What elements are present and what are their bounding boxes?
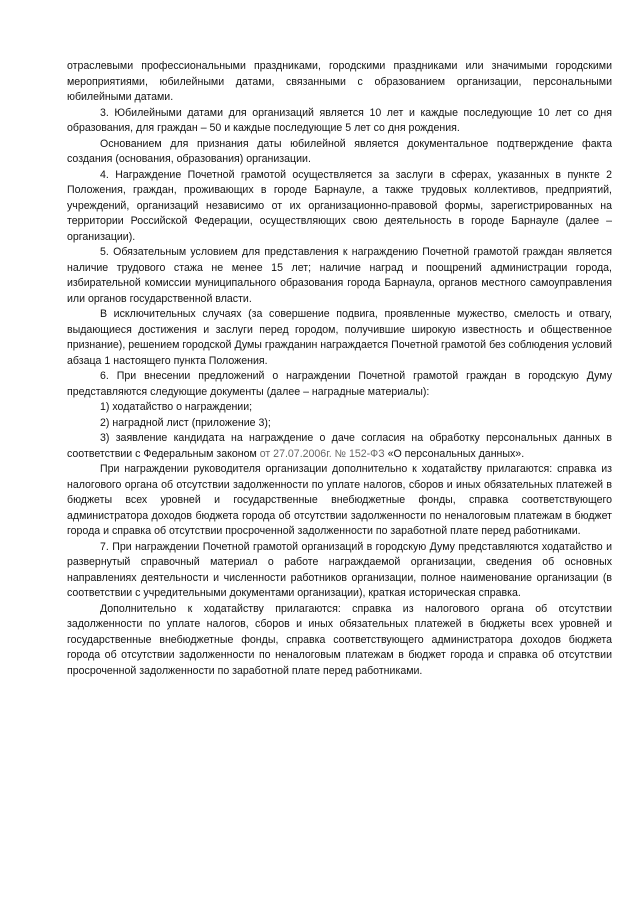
paragraph-anniversary-basis: Основанием для признания даты юбилейной является документальное подтверждение факта создания (основания, образования) организации. bbox=[67, 137, 612, 165]
paragraph-exceptional-cases: В исключительных случаях (за совершение подвига, проявленные мужество, смелость и отвагу, выдающиеся достижения и заслуги перед городом, получившие широкую известность и общественное признание), решением городской Думы гражданин награждается Почетной грамотой без соблюдения условий абзаца 1 настоящего пункта Положения. bbox=[67, 308, 612, 367]
list-item-2-award-sheet: 2) наградной лист (приложение 3); bbox=[100, 416, 271, 429]
paragraph-3-anniversary-dates: 3. Юбилейными датами для организаций является 10 лет и каждые последующие 10 лет со дня образования, для граждан – 50 и каждые последующие 5 лет со дня рождения. bbox=[67, 106, 612, 134]
paragraph-additional-attachments: Дополнительно к ходатайству прилагаются: справка из налогового органа об отсутствии задолженности по уплате налогов, сборов и иных обязательных платежей в бюджеты всех уровней и государственные внебюджетные фонды, справка соответствующего администратора доходов бюджета города об отсутствии задолженности по неналоговым платежам в бюджет города и справка об отсутствии просроченной задолженности по заработной плате перед работниками. bbox=[67, 602, 612, 677]
paragraph-holidays-continuation: отраслевыми профессиональными праздниками, городскими праздниками или значимыми городскими мероприятиями, юбилейными датами, связанными с образованием организации, персональными юбилейными датами. bbox=[67, 60, 612, 103]
consent-text: 3) заявление кандидата на награждение о даче согласия на обработку персональных данных в соответствии с Федеральным законом bbox=[67, 432, 612, 460]
paragraph-6-documents: 6. При внесении предложений о награждении Почетной грамотой граждан в городскую Думу представляются следующие документы (далее – наградные материалы): bbox=[67, 370, 612, 398]
law-reference-link[interactable]: от 27.07.2006г. № 152-ФЗ bbox=[256, 447, 385, 460]
paragraph-5-mandatory-condition: 5. Обязательным условием для представления к награждению Почетной грамотой граждан является наличие трудового стажа не менее 15 лет; наличие наград и поощрений администрации города, избирательной комиссии муниципального образования города Барнаула, органов местного самоуправления или органов государственной власти. bbox=[67, 246, 612, 305]
paragraph-4-awarding-scope: 4. Награждение Почетной грамотой осуществляется за заслуги в сферах, указанных в пункте 2 Положения, граждан, проживающих в городе Барнауле, а также трудовых коллективов, предприятий, учреждений, организаций независимо от их организационно-правовой формы, зарегистрированных на территории Российской Федерации, осуществляющих свою деятельность в городе Барнауле (далее – организации). bbox=[67, 168, 612, 243]
paragraph-7-organization-award: 7. При награждении Почетной грамотой организаций в городскую Думу представляются ходатайство и развернутый справочный материал о работе награждаемой организации, сведения об основных направлениях деятельности и численности работников организации, полное наименование организации (в соответствии с учредительными документами организации), краткая историческая справка. bbox=[67, 540, 612, 599]
list-item-1-petition: 1) ходатайство о награждении; bbox=[100, 401, 253, 413]
paragraph-manager-award-attachments: При награждении руководителя организации дополнительно к ходатайству прилагаются: справка из налогового органа об отсутствии задолженности по уплате налогов, сборов и иных обязательных платежей в бюджеты всех уровней и государственные внебюджетные фонды, справка соответствующего администратора доходов бюджета города об отсутствии задолженности по неналоговым платежам в бюджет города и справка об отсутствии просроченной задолженности по заработной плате перед работниками. bbox=[67, 463, 612, 537]
list-item-3-consent bbox=[67, 431, 612, 462]
document-page bbox=[67, 59, 612, 679]
consent-tail: «О персональных данных». bbox=[384, 447, 525, 460]
